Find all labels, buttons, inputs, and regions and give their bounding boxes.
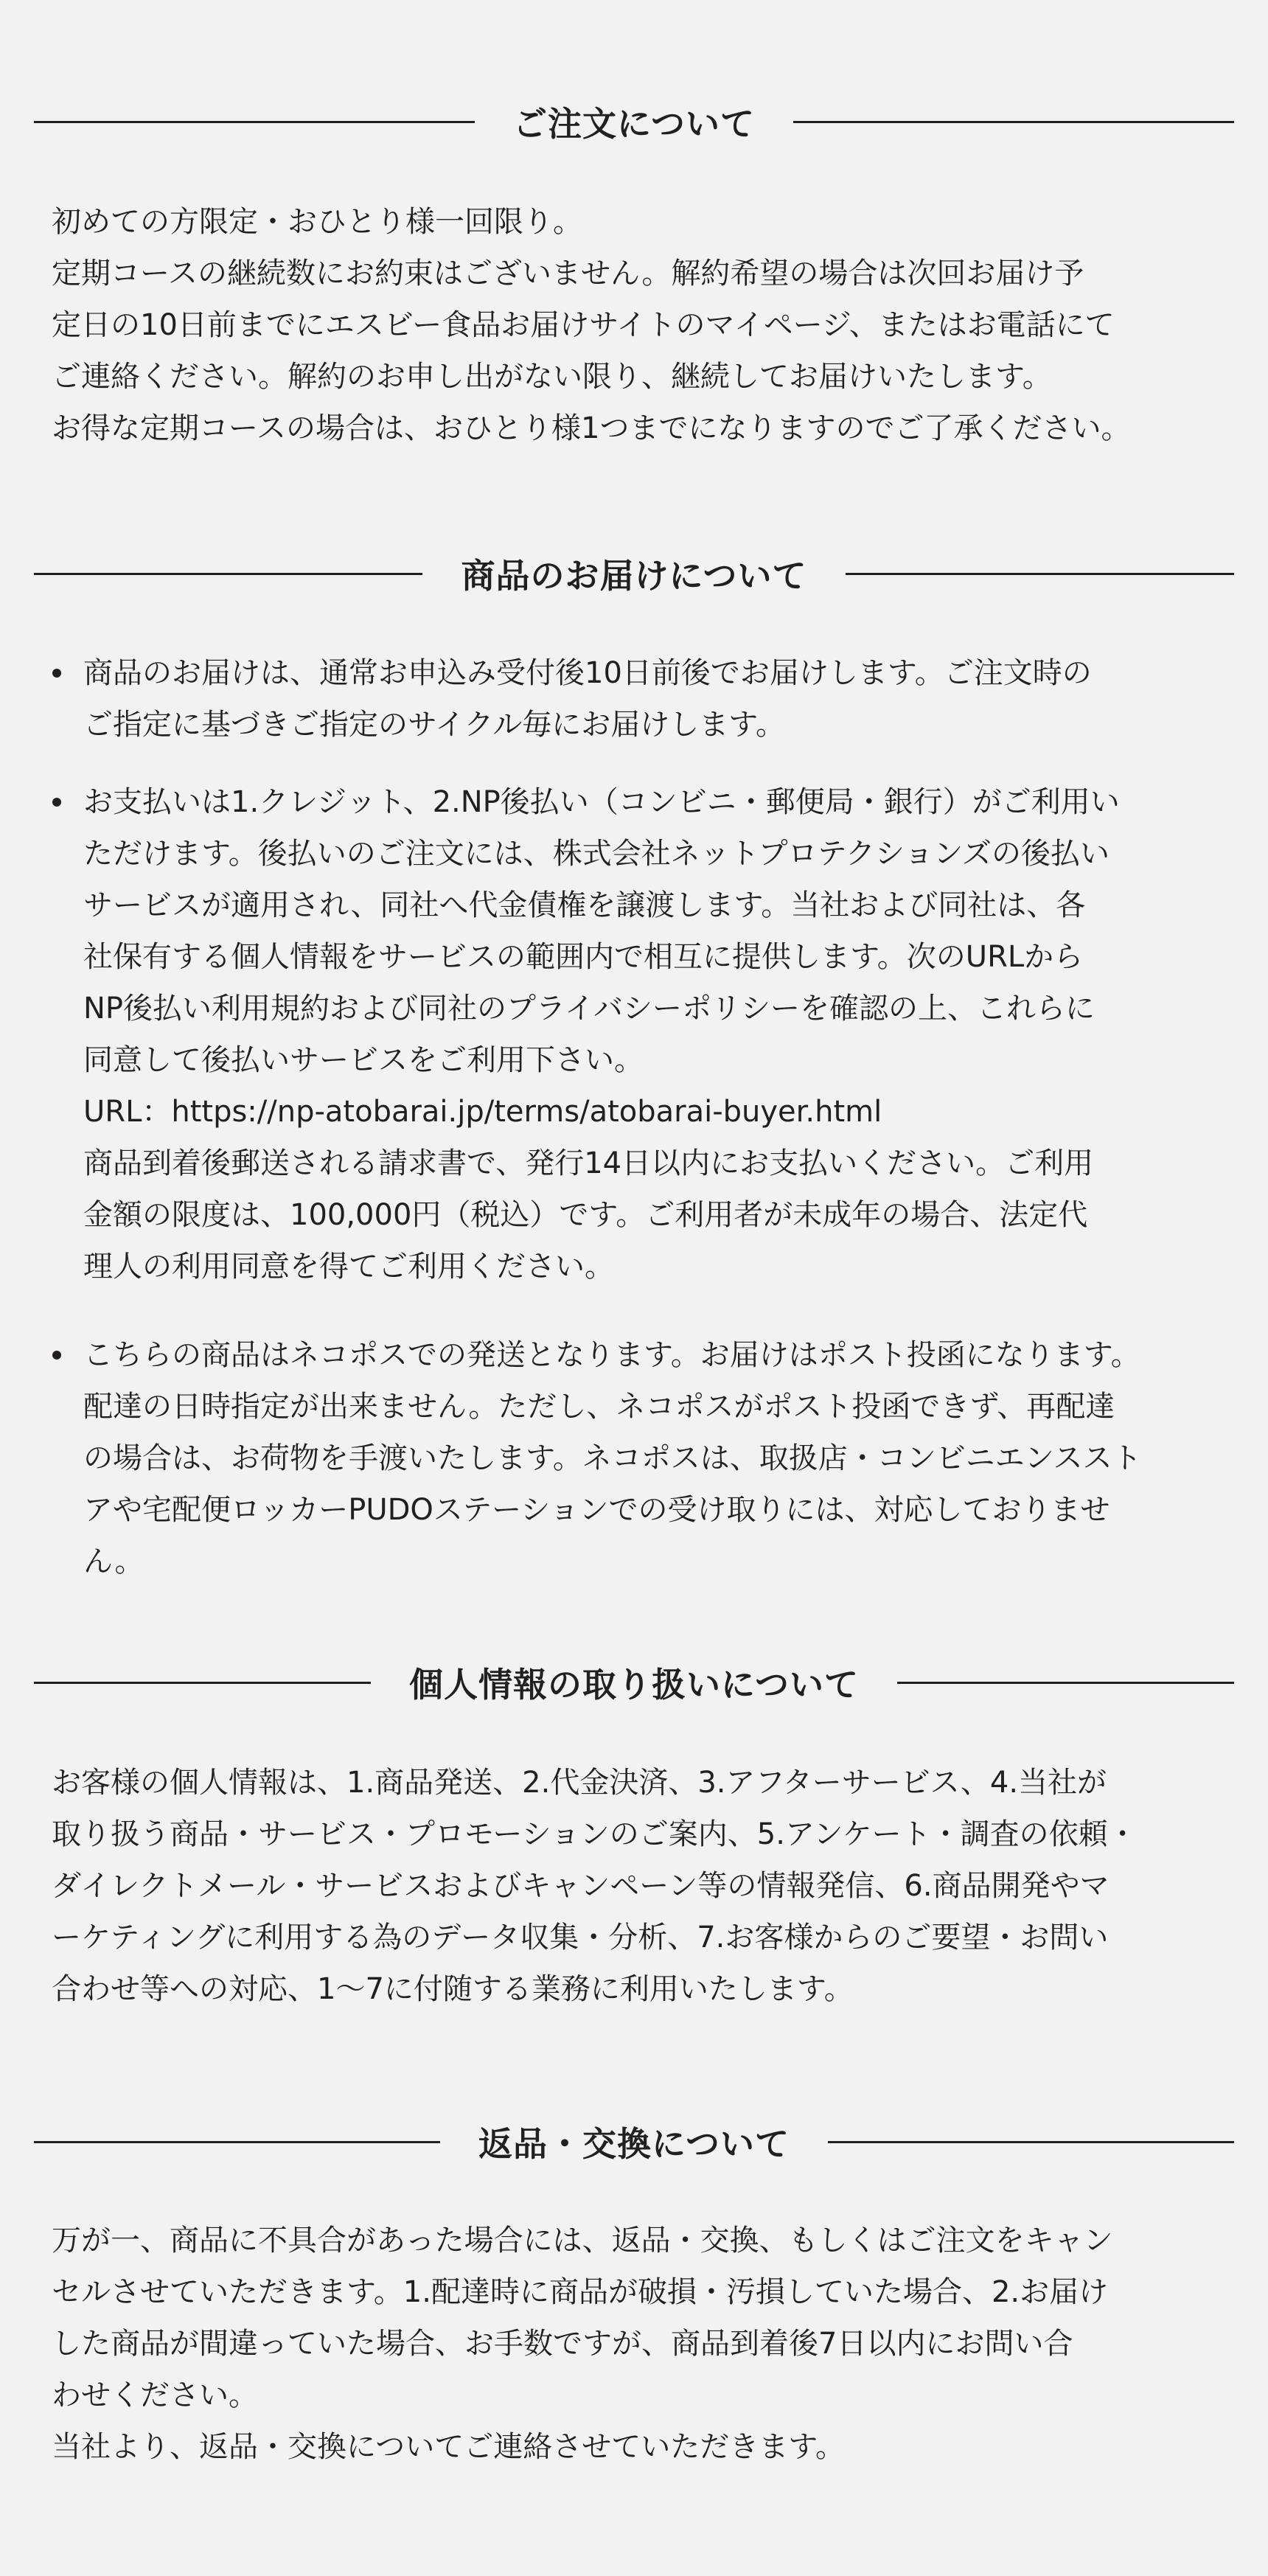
list-item-line: 商品到着後郵送される請求書で、発行14日以内にお支払いください。ご利用 [83, 1146, 1094, 1180]
list-item-line: こちらの商品はネコポスでの発送となります。お届けはポスト投函になります。 [83, 1338, 1140, 1372]
list-item-line: の場合は、お荷物を手渡いたします。ネコポスは、取扱店・コンビニエンススト [83, 1441, 1142, 1475]
returns-title: 返品・交換について [478, 2124, 790, 2164]
order-line: お得な定期コースの場合は、おひとり様1つまでになりますのでご了承ください。 [52, 411, 1131, 445]
delivery-heading [34, 551, 1234, 596]
privacy-body [52, 1757, 1231, 2015]
order-line: 定日の10日前までにエスビー食品お届けサイトのマイページ、またはお電話にて [52, 308, 1115, 342]
list-item-line: 配達の日時指定が出来ません。ただし、ネコポスがポスト投函できず、再配達 [83, 1390, 1115, 1424]
heading-rule-right [793, 121, 1234, 123]
list-item-line: 理人の利用同意を得てご利用ください。 [83, 1250, 614, 1284]
privacy-heading [34, 1660, 1234, 1705]
returns-line: 当社より、返品・交換についてご連絡させていただきます。 [52, 2430, 845, 2464]
heading-rule-left [34, 1682, 371, 1684]
list-item-line: 同意して後払いサービスをご利用下さい。 [83, 1043, 644, 1077]
heading-rule-right [897, 1682, 1234, 1684]
returns-line: した商品が間違っていた場合、お手数ですが、商品到着後7日以内にお問い合 [52, 2327, 1073, 2361]
list-item-text [83, 1329, 1255, 1587]
list-item-line: ただけます。後払いのご注文には、株式会社ネットプロテクションズの後払い [83, 837, 1110, 871]
list-item-line: お支払いは1.クレジット、2.NP後払い（コンビニ・郵便局・銀行）がご利用い [83, 785, 1120, 819]
heading-rule-right [828, 2141, 1234, 2143]
returns-line: わせください。 [52, 2378, 258, 2412]
list-item-line: ご指定に基づきご指定のサイクル毎にお届けします。 [83, 708, 785, 742]
order-title: ご注文について [512, 104, 756, 144]
bullet-icon [52, 798, 61, 807]
bullet-icon [52, 669, 61, 678]
heading-rule-left [34, 2141, 440, 2143]
privacy-line: ーケティングに利用する為のデータ収集・分析、7.お客様からのご要望・お問い [52, 1921, 1109, 1954]
privacy-line: お客様の個人情報は、1.商品発送、2.代金決済、3.アフターサービス、4.当社が [52, 1766, 1107, 1800]
heading-rule-right [846, 573, 1234, 575]
list-item-line: サービスが適用され、同社へ代金債権を譲渡します。当社および同社は、各 [83, 888, 1086, 922]
list-item-text [83, 647, 1255, 751]
returns-body [52, 2215, 1231, 2473]
returns-line: 万が一、商品に不具合があった場合には、返品・交換、もしくはご注文をキャン [52, 2224, 1113, 2258]
order-line: 定期コースの継続数にお約束はございません。解約希望の場合は次回お届け予 [52, 257, 1084, 290]
order-body [52, 196, 1231, 454]
heading-rule-left [34, 573, 422, 575]
bullet-icon [52, 1351, 61, 1360]
list-item-line: アや宅配便ロッカーPUDOステーションでの受け取りには、対応しておりませ [83, 1493, 1110, 1527]
list-item-line: 金額の限度は、100,000円（税込）です。ご利用者が未成年の場合、法定代 [83, 1198, 1088, 1232]
order-line: 初めての方限定・おひとり様一回限り。 [52, 205, 582, 239]
delivery-title: 商品のお届けについて [461, 556, 807, 596]
list-item-text [83, 776, 1255, 1292]
order-line: ご連絡ください。解約のお申し出がない限り、継続してお届けいたします。 [52, 360, 1052, 394]
returns-heading [34, 2120, 1234, 2164]
privacy-line: 合わせ等への対応、1〜7に付随する業務に利用いたします。 [52, 1972, 854, 2006]
privacy-line: 取り扱う商品・サービス・プロモーションのご案内、5.アンケート・調査の依頼・ [52, 1817, 1138, 1851]
list-item-line: 商品のお届けは、通常お申込み受付後10日前後でお届けします。ご注文時の [83, 656, 1092, 690]
heading-rule-left [34, 121, 475, 123]
privacy-title: 個人情報の取り扱いについて [408, 1665, 860, 1705]
returns-line: セルさせていただきます。1.配達時に商品が破損・汚損していた場合、2.お届け [52, 2275, 1109, 2309]
list-item-line: NP後払い利用規約および同社のプライバシーポリシーを確認の上、これらに [83, 992, 1095, 1026]
terms-url: URL：https://np-atobarai.jp/terms/atobarai-buyer.html [83, 1095, 882, 1129]
order-heading [34, 100, 1234, 144]
list-item-line: ん。 [83, 1545, 144, 1578]
privacy-line: ダイレクトメール・サービスおよびキャンペーン等の情報発信、6.商品開発やマ [52, 1869, 1110, 1903]
list-item-line: 社保有する個人情報をサービスの範囲内で相互に提供します。次のURLから [83, 940, 1084, 974]
